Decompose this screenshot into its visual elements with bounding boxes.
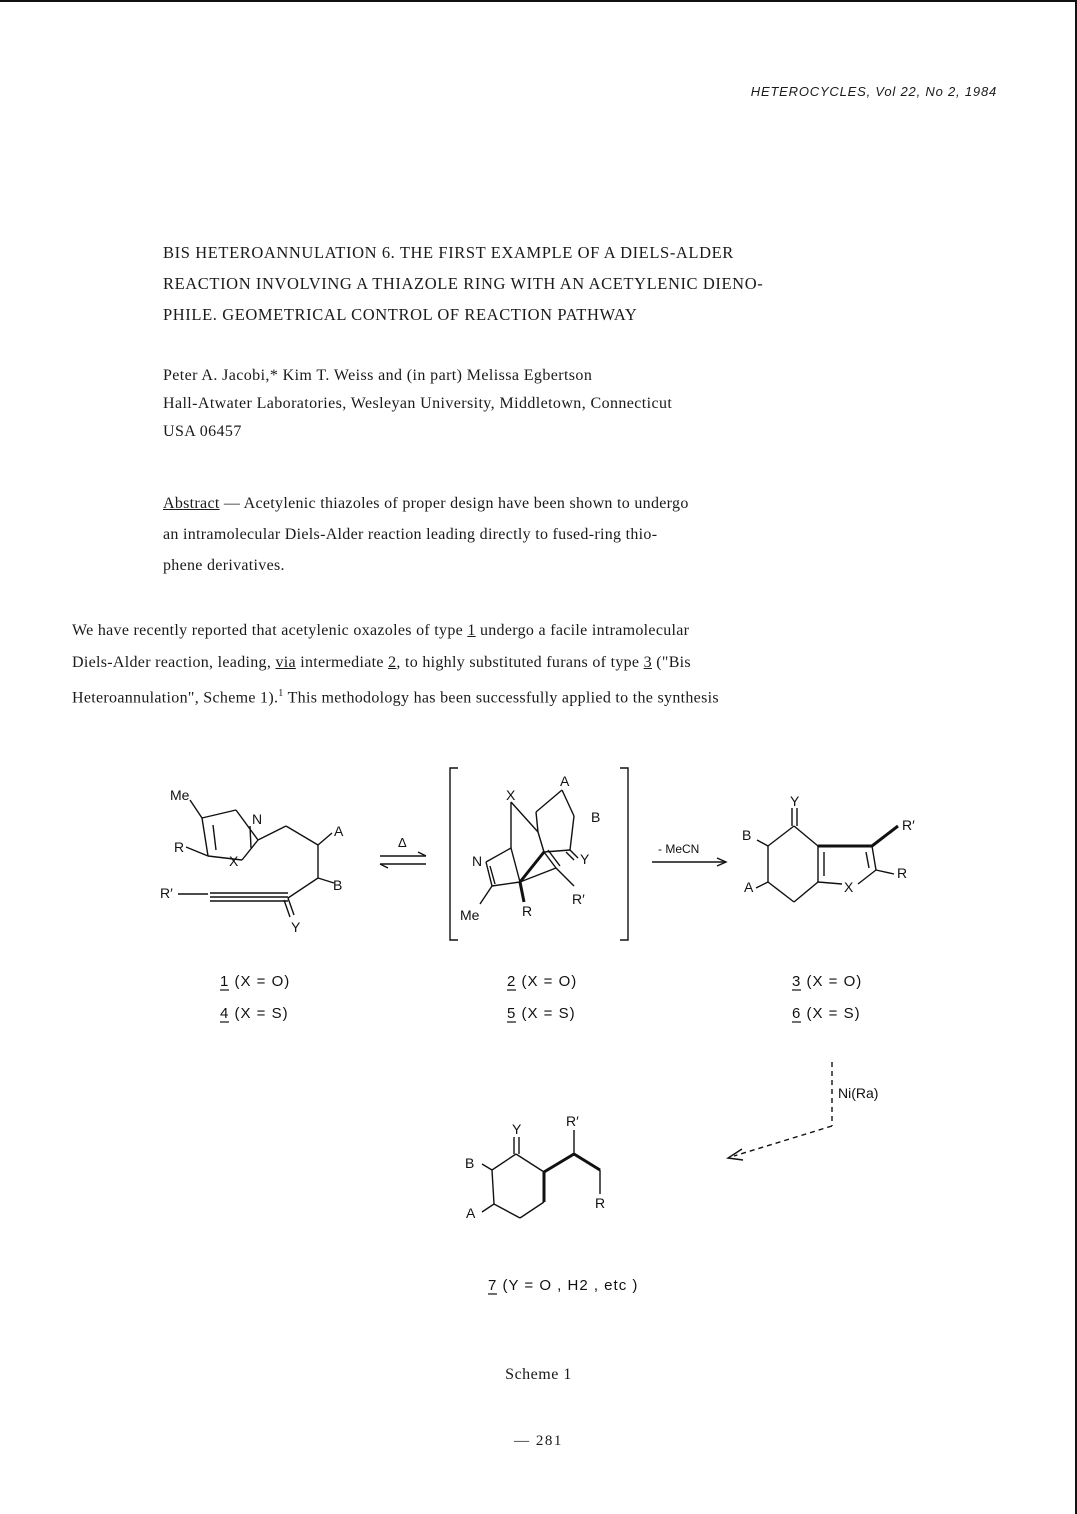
- compound-label-3: 3 (X = O): [792, 973, 863, 990]
- atom-label-r: R: [897, 865, 908, 881]
- affiliation: Hall-Atwater Laboratories, Wesleyan University, Middletown, Connecticut: [163, 395, 673, 412]
- atom-label-r: R: [174, 839, 185, 855]
- body-text: intermediate: [295, 653, 389, 671]
- compound-ref: 3: [643, 653, 652, 671]
- atom-label-a: A: [744, 879, 754, 895]
- title-line: REACTION INVOLVING A THIAZOLE RING WITH AN ACETYLENIC DIENO-: [163, 274, 764, 293]
- atom-label-x: X: [844, 879, 854, 895]
- atom-label-x: X: [229, 853, 239, 869]
- compound-label-4: 4 (X = S): [220, 1005, 289, 1022]
- body-text: Heteroannulation", Scheme 1).: [72, 689, 279, 707]
- atom-label-r: R: [595, 1195, 606, 1211]
- atom-label-me: Me: [460, 907, 480, 923]
- footnote-ref: 1: [278, 688, 284, 699]
- body-text-via: via: [275, 653, 296, 671]
- reduction-arrowhead: [728, 1149, 743, 1160]
- reduction-arrow: [734, 1062, 832, 1156]
- body-text: , to highly substituted furans of type: [396, 653, 644, 671]
- abstract-line: an intramolecular Diels-Alder reaction leading directly to fused-ring thio-: [163, 526, 658, 543]
- atom-label-b: B: [742, 827, 752, 843]
- atom-label-a: A: [560, 773, 570, 789]
- atom-label-a: A: [466, 1205, 476, 1221]
- atom-label-y: Y: [790, 793, 800, 809]
- bracket-right: [620, 768, 628, 940]
- heat-symbol: Δ: [398, 835, 407, 850]
- atom-label-y: Y: [580, 851, 590, 867]
- atom-label-y: Y: [291, 919, 301, 935]
- title-line: PHILE. GEOMETRICAL CONTROL OF REACTION PATHWAY: [163, 305, 638, 324]
- reaction-arrow: [652, 858, 726, 866]
- atom-label-n: N: [472, 853, 483, 869]
- page-number: — 281: [514, 1433, 563, 1449]
- equilibrium-arrow: [380, 852, 426, 868]
- atom-label-r: R: [522, 903, 533, 919]
- atom-label-b: B: [591, 809, 601, 825]
- body-text: ("Bis: [651, 653, 691, 671]
- body-text: We have recently reported that acetylenic oxazoles of type: [72, 622, 468, 639]
- body-text: undergo a facile intramolecular: [475, 622, 690, 639]
- compound-ref: 2: [388, 653, 397, 671]
- atom-label-rprime: R′: [572, 891, 585, 907]
- compound-label-1: 1 (X = O): [220, 973, 291, 990]
- atom-label-rprime: R′: [902, 817, 915, 833]
- structure-compound-3: [756, 808, 898, 902]
- atom-label-y: Y: [512, 1121, 522, 1137]
- abstract-text: — Acetylenic thiazoles of proper design have been shown to undergo: [219, 495, 689, 512]
- atom-label-a: A: [334, 823, 344, 839]
- compound-label-2: 2 (X = O): [507, 973, 578, 990]
- atom-label-b: B: [333, 877, 343, 893]
- compound-ref: 1: [467, 622, 476, 639]
- structure-compound-2: [480, 790, 578, 904]
- atom-label-b: B: [465, 1155, 475, 1171]
- reagent-label: - MeCN: [658, 842, 700, 856]
- compound-label-5: 5 (X = S): [507, 1005, 576, 1022]
- atom-label-n: N: [252, 811, 263, 827]
- author-names: Peter A. Jacobi,* Kim T. Weiss and (in part) Melissa Egbertson: [163, 367, 593, 384]
- postal-code: USA 06457: [163, 423, 242, 440]
- scheme-caption: Scheme 1: [505, 1366, 572, 1383]
- title-line: BIS HETEROANNULATION 6. THE FIRST EXAMPLE OF A DIELS-ALDER: [163, 243, 734, 262]
- atom-label-rprime: R′: [566, 1113, 579, 1129]
- abstract-line: phene derivatives.: [163, 557, 285, 574]
- atom-label-x: X: [506, 787, 516, 803]
- atom-label-rprime: R′: [160, 885, 173, 901]
- reagent-label: Ni(Ra): [838, 1085, 879, 1101]
- journal-header: HETEROCYCLES, Vol 22, No 2, 1984: [750, 84, 997, 99]
- compound-label-6: 6 (X = S): [792, 1005, 861, 1022]
- body-text: Diels-Alder reaction, leading,: [72, 653, 276, 671]
- body-text: This methodology has been successfully applied to the synthesis: [283, 689, 719, 707]
- atom-label-me: Me: [170, 787, 190, 803]
- compound-label-7: 7 (Y = O , H2 , etc ): [488, 1277, 639, 1294]
- structure-compound-7: [482, 1130, 600, 1218]
- abstract-heading: Abstract: [163, 495, 220, 512]
- bracket-left: [450, 768, 458, 940]
